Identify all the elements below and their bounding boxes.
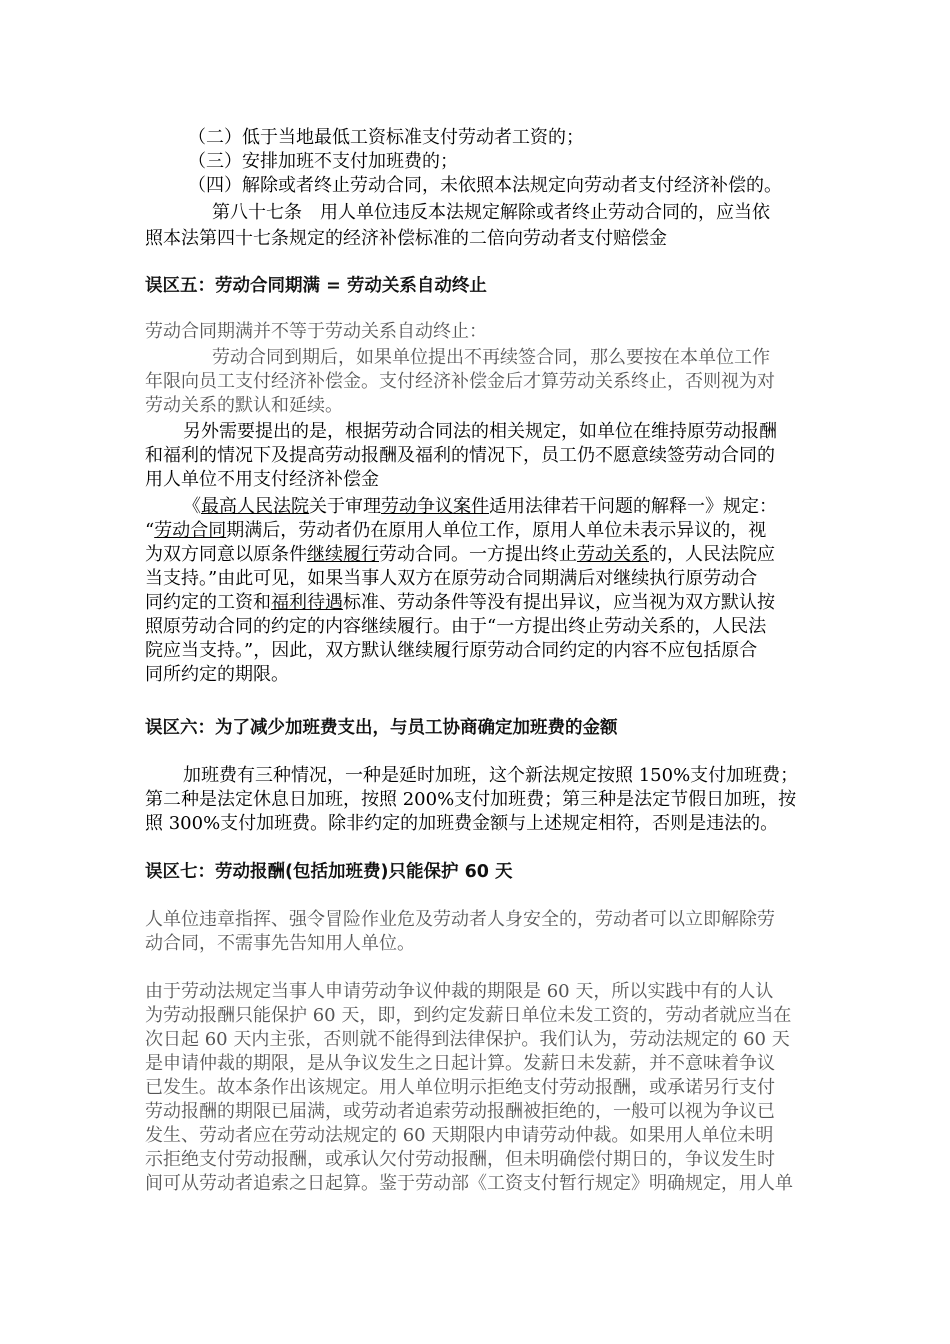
paragraph-5b-line-1: 劳动合同到期后，如果单位提出不再续签合同，那么要按在本单位工作 bbox=[212, 347, 770, 368]
paragraph-5d-line-7: 院应当支持。”，因此，双方默认继续履行原劳动合同约定的内容不应包括原合 bbox=[145, 640, 758, 661]
paragraph-7b-line-3: 次日起 60 天内主张，否则就不能得到法律保护。我们认为，劳动法规定的 60 天 bbox=[145, 1029, 790, 1050]
list-item-3: （三）安排加班不支付加班费的； bbox=[188, 151, 458, 172]
article-87-line-1: 第八十七条 用人单位违反本法规定解除或者终止劳动合同的，应当依 bbox=[212, 202, 770, 223]
paragraph-5d-line-6: 照原劳动合同的约定的内容继续履行。由于“一方提出终止劳动关系的，人民法 bbox=[145, 616, 767, 637]
text: 关于审理 bbox=[309, 496, 381, 517]
text: 《 bbox=[183, 496, 201, 517]
heading-misconception-6: 误区六：为了减少加班费支出，与员工协商确定加班费的金额 bbox=[145, 718, 618, 738]
text: 期满后，劳动者仍在原用人单位工作，原用人单位未表示异议的，视 bbox=[226, 520, 767, 541]
paragraph-5a: 劳动合同期满并不等于劳动关系自动终止： bbox=[145, 321, 487, 342]
text: 劳动合同。一方提出终止 bbox=[379, 544, 577, 565]
paragraph-5d-line-3 bbox=[145, 543, 775, 567]
link-labor-dispute-case[interactable]: 劳动争议案件 bbox=[381, 496, 489, 517]
paragraph-5d-line-4: 当支持。”由此可见，如果当事人双方在原劳动合同期满后对继续执行原劳动合 bbox=[145, 568, 758, 589]
paragraph-5d-line-1 bbox=[183, 495, 777, 519]
paragraph-7b-line-8: 示拒绝支付劳动报酬，或承认欠付劳动报酬，但未明确偿付期日的，争议发生时 bbox=[145, 1149, 775, 1170]
text: 为双方同意以原条件 bbox=[145, 544, 307, 565]
list-item-2: （二）低于当地最低工资标准支付劳动者工资的； bbox=[188, 127, 584, 148]
article-87-line-2: 照本法第四十七条规定的经济补偿标准的二倍向劳动者支付赔偿金 bbox=[145, 228, 667, 249]
paragraph-5d-line-8: 同所约定的期限。 bbox=[145, 664, 289, 685]
paragraph-7b-line-4: 是申请仲裁的期限，是从争议发生之日起计算。发薪日未发薪，并不意味着争议 bbox=[145, 1053, 775, 1074]
paragraph-7a-line-1: 人单位违章指挥、强令冒险作业危及劳动者人身安全的，劳动者可以立即解除劳 bbox=[145, 909, 775, 930]
paragraph-5c-line-1: 另外需要提出的是，根据劳动合同法的相关规定，如单位在维持原劳动报酬 bbox=[183, 421, 777, 442]
paragraph-7b-line-5: 已发生。故本条作出该规定。用人单位明示拒绝支付劳动报酬，或承诺另行支付 bbox=[145, 1077, 775, 1098]
link-labor-contract[interactable]: 劳动合同 bbox=[154, 520, 227, 541]
text: 的，人民法院应 bbox=[649, 544, 775, 565]
heading-misconception-5: 误区五：劳动合同期满 = 劳动关系自动终止 bbox=[145, 276, 487, 296]
paragraph-6-line-3: 照 300%支付加班费。除非约定的加班费金额与上述规定相符，否则是违法的。 bbox=[145, 813, 779, 834]
paragraph-5b-line-3: 劳动关系的默认和延续。 bbox=[145, 395, 343, 416]
link-welfare-benefits[interactable]: 福利待遇 bbox=[271, 592, 343, 613]
paragraph-6-line-1: 加班费有三种情况，一种是延时加班，这个新法规定按照 150%支付加班费； bbox=[183, 765, 799, 786]
text: 标准、劳动条件等没有提出异议，应当视为双方默认按 bbox=[343, 592, 775, 613]
paragraph-7b-line-9: 间可从劳动者追索之日起算。鉴于劳动部《工资支付暂行规定》明确规定，用人单 bbox=[145, 1173, 793, 1194]
paragraph-5c-line-2: 和福利的情况下及提高劳动报酬及福利的情况下，员工仍不愿意续签劳动合同的 bbox=[145, 445, 775, 466]
link-supreme-court[interactable]: 最高人民法院 bbox=[201, 496, 309, 517]
paragraph-7a-line-2: 动合同，不需事先告知用人单位。 bbox=[145, 933, 415, 954]
link-labor-relation[interactable]: 劳动关系 bbox=[577, 544, 649, 565]
paragraph-5d-line-2 bbox=[145, 519, 766, 543]
link-continue-performance[interactable]: 继续履行 bbox=[307, 544, 379, 565]
paragraph-6-line-2: 第二种是法定休息日加班，按照 200%支付加班费；第三种是法定节假日加班，按 bbox=[145, 789, 797, 810]
paragraph-7b-line-7: 发生、劳动者应在劳动法规定的 60 天期限内申请劳动仲裁。如果用人单位未明 bbox=[145, 1125, 774, 1146]
text: “ bbox=[145, 520, 155, 541]
text: 同约定的工资和 bbox=[145, 592, 271, 613]
text: 适用法律若干问题的解释一》规定： bbox=[489, 496, 777, 517]
paragraph-5b-line-2: 年限向员工支付经济补偿金。支付经济补偿金后才算劳动关系终止，否则视为对 bbox=[145, 371, 775, 392]
heading-misconception-7: 误区七：劳动报酬(包括加班费)只能保护 60 天 bbox=[145, 862, 513, 882]
paragraph-7b-line-6: 劳动报酬的期限已届满，或劳动者追索劳动报酬被拒绝的，一般可以视为争议已 bbox=[145, 1101, 775, 1122]
paragraph-7b-line-2: 为劳动报酬只能保护 60 天，即，到约定发薪日单位未发工资的，劳动者就应当在 bbox=[145, 1005, 792, 1026]
paragraph-5d-line-5 bbox=[145, 591, 775, 615]
paragraph-5c-line-3: 用人单位不用支付经济补偿金 bbox=[145, 469, 379, 490]
paragraph-7b-line-1: 由于劳动法规定当事人申请劳动争议仲裁的期限是 60 天，所以实践中有的人认 bbox=[145, 981, 774, 1002]
list-item-4: （四）解除或者终止劳动合同，未依照本法规定向劳动者支付经济补偿的。 bbox=[188, 175, 782, 196]
